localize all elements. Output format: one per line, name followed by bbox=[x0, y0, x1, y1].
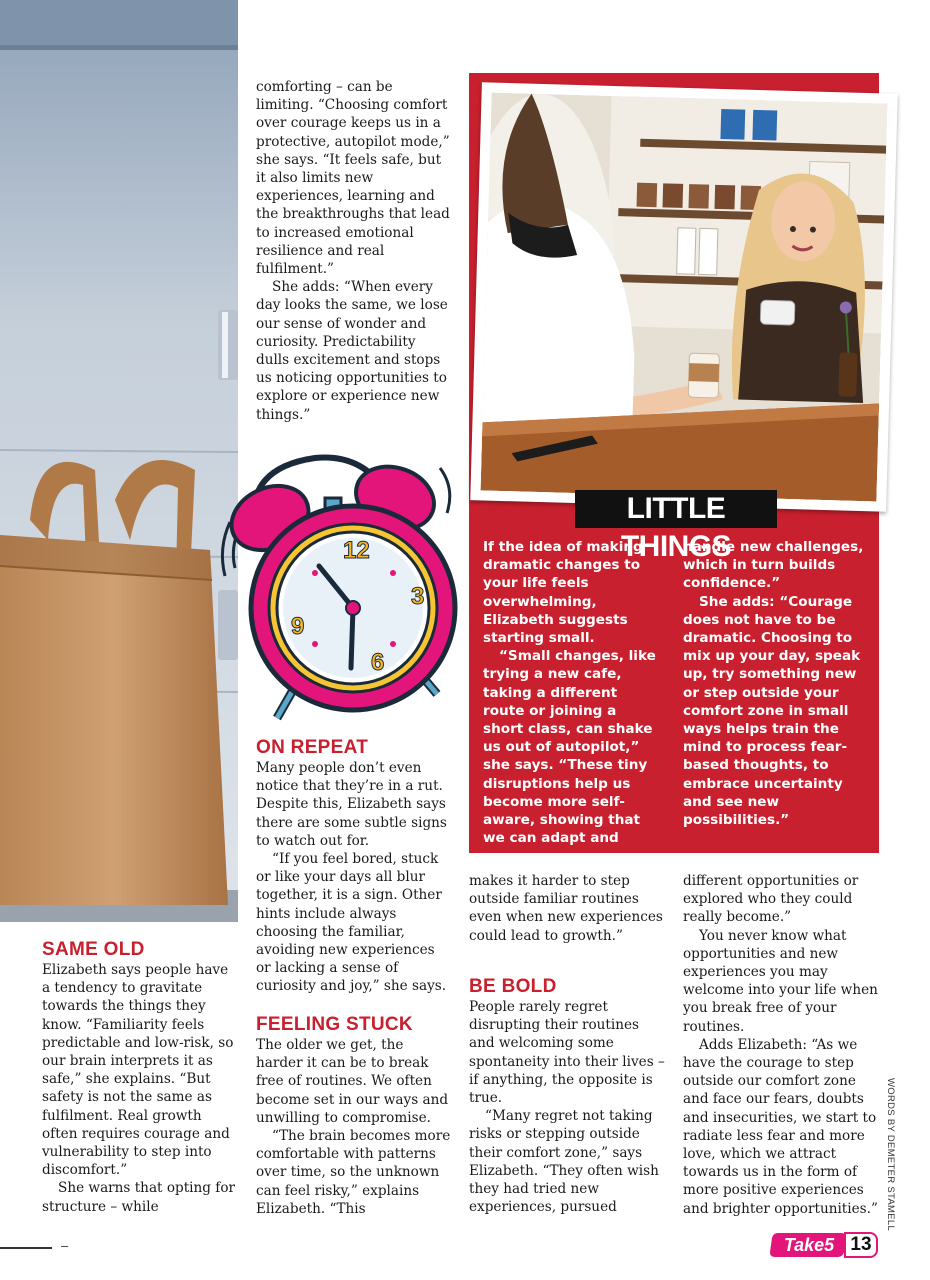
paragraph: She adds: “Courage does not have to be dramatic. Choosing to mix up your day, speak up, try something new or step outside your comfort zone in small ways helps train the mind to process fear-based thoughts, to embrace uncertainty and see new possibilities.” bbox=[683, 593, 861, 829]
paragraph: Elizabeth says people have a tendency to gravitate towards the things they know. “Familiarity feels predictable and low-risk, so our brain interprets it as safe,” she explains. “But safety is not the same as fulfilment. Real growth often requires courage and vulnerability to step into discomfort.” bbox=[42, 962, 234, 1179]
kitchen-bag-photo bbox=[0, 0, 238, 922]
paragraph: Adds Elizabeth: “As we have the courage to step outside our comfort zone and face our fears, doubts and insecurities, we start to radiate less fear and more love, which we attract towards us in the form of more positive experiences and brighter opportunities.” bbox=[683, 1036, 878, 1217]
paragraph: She adds: “When every day looks the same, we lose our sense of wonder and curiosity. Predictability dulls excitement and stops us noticing opportunities to explore or experience new things.” bbox=[256, 279, 448, 423]
paragraph: Many people don’t even notice that they’re in a rut. Despite this, Elizabeth says there are some subtle signs to watch out for. bbox=[256, 760, 447, 849]
same-old-section bbox=[42, 939, 240, 1216]
paragraph: “The brain becomes more comfortable with patterns over time, so the unknown can feel risky,” explains Elizabeth. “This bbox=[256, 1128, 451, 1217]
paragraph: The older we get, the harder it can be to break free of routines. We often become set in our ways and unwilling to compromise. bbox=[256, 1037, 449, 1126]
sidebar-title-text: LITTLE THINGS bbox=[620, 492, 732, 563]
footer-rule bbox=[0, 1247, 52, 1249]
paragraph: People rarely regret disrupting their routines and welcoming some spontaneity into their lives – if anything, the opposite is true. bbox=[469, 999, 665, 1107]
be-bold-section bbox=[469, 976, 665, 1216]
column-four-bottom-text bbox=[683, 872, 879, 1218]
section-heading: FEELING STUCK bbox=[256, 1014, 413, 1035]
clock-number-3: 3 bbox=[411, 583, 425, 610]
paragraph: If the idea of making dramatic changes to your life feels overwhelming, Elizabeth suggests starting small. bbox=[483, 539, 643, 647]
clock-number-12: 12 bbox=[343, 537, 370, 564]
paragraph: makes it harder to step outside familiar routines even when new experiences could lead to growth.” bbox=[469, 873, 663, 944]
paragraph: She warns that opting for structure – while bbox=[42, 1180, 236, 1215]
paragraph: handle new challenges, which in turn builds confidence.” bbox=[683, 539, 864, 592]
footer-dash: – bbox=[61, 1238, 69, 1253]
footer-brand-text: Take5 bbox=[783, 1235, 835, 1255]
sidebar-text-right-column bbox=[683, 538, 867, 829]
page-number-text: 13 bbox=[850, 1234, 872, 1255]
clock-number-6: 6 bbox=[371, 649, 385, 676]
paragraph: You never know what opportunities and new experiences you may welcome into your life when you break free of your routines. bbox=[683, 927, 878, 1035]
cafe-photo bbox=[481, 93, 888, 502]
column-two-top-text bbox=[256, 78, 452, 424]
author-credit-text: WORDS BY DEMETER STAMELL bbox=[885, 1078, 896, 1232]
author-credit bbox=[885, 1078, 908, 1232]
alarm-clock-illustration bbox=[215, 438, 460, 728]
cafe-photo-frame bbox=[470, 82, 898, 511]
paragraph: “If you feel bored, stuck or like your days all blur together, it is a sign. Other hints include always choosing the familiar, avoiding new experiences or lacking a sense of curiosity and joy,” she says. bbox=[256, 851, 447, 995]
section-heading: BE BOLD bbox=[469, 976, 557, 997]
paragraph: different opportunities or explored who they could really become.” bbox=[683, 873, 859, 926]
paragraph: comforting – can be limiting. “Choosing comfort over courage keeps us in a protective, autopilot mode,” she says. “It feels safe, but it also limits new experiences, learning and the breakthroughs that lead to increased emotional resilience and real fulfilment.” bbox=[256, 79, 450, 278]
on-repeat-section bbox=[256, 737, 452, 996]
paragraph: “Many regret not taking risks or stepping outside their comfort zone,” says Elizabeth. “They often wish they had tried new experiences, pursued bbox=[469, 1108, 659, 1216]
column-three-bottom-text bbox=[469, 872, 665, 945]
feeling-stuck-section bbox=[256, 1014, 452, 1218]
section-heading: ON REPEAT bbox=[256, 737, 369, 758]
sidebar-title bbox=[575, 490, 777, 563]
page-number bbox=[844, 1232, 878, 1258]
sidebar-text-left-column bbox=[483, 538, 661, 847]
clock-number-9: 9 bbox=[291, 613, 305, 640]
section-heading: SAME OLD bbox=[42, 939, 145, 960]
paragraph: “Small changes, like trying a new cafe, taking a different route or joining a short class, can shake us out of autopilot,” she says. “These tiny disruptions help us become more self-aware, showing that we can adapt and bbox=[483, 648, 656, 847]
